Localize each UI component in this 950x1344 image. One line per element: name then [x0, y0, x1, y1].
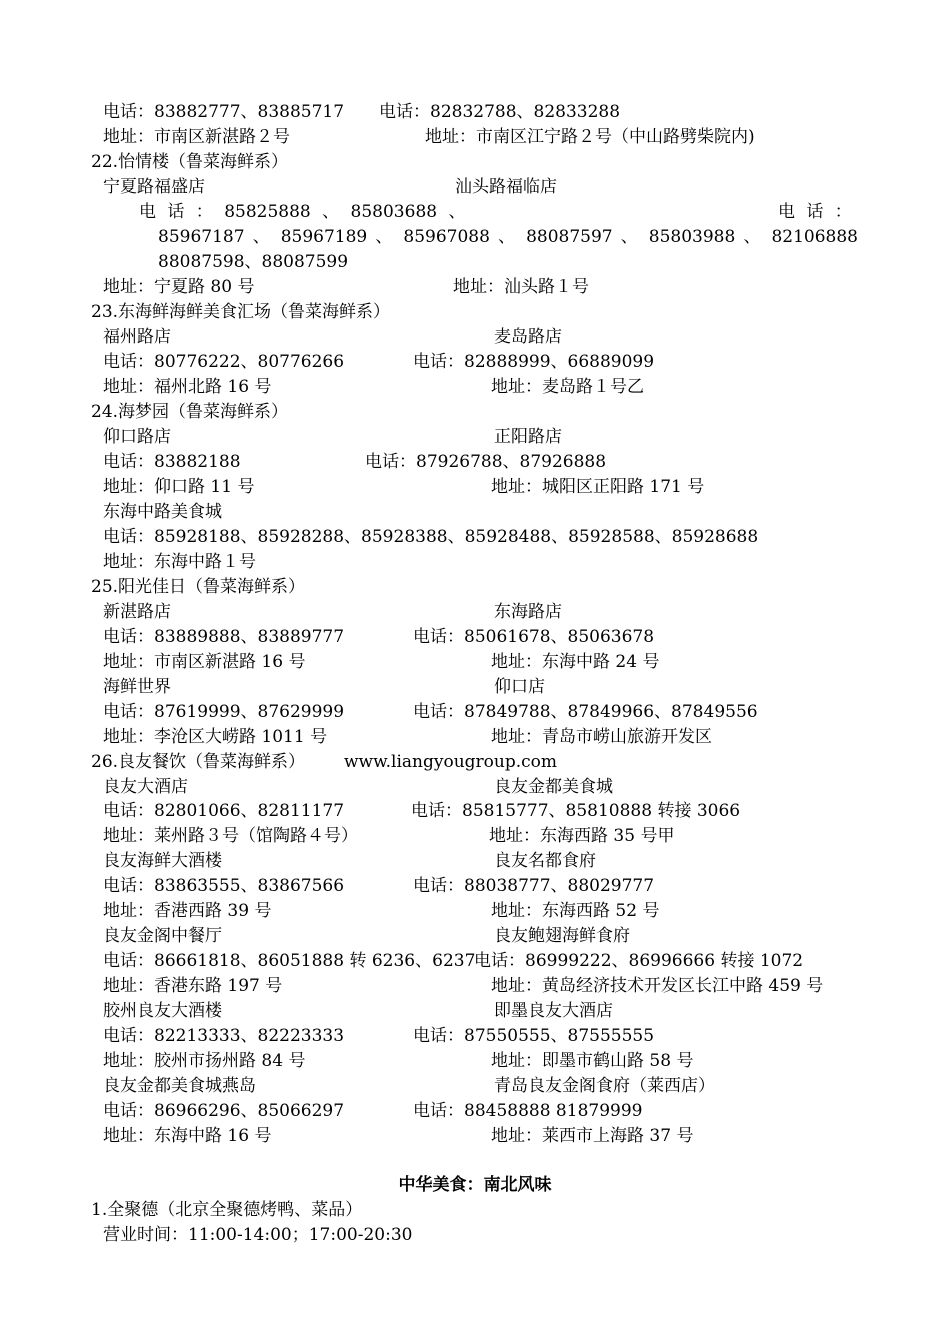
r24-phone3: 电话：85928188、85928288、85928388、85928488、85928588、85928688	[103, 527, 759, 547]
r26-b1-phone: 电话：82801066、82811177	[103, 801, 345, 821]
r26-b7-phone: 电话：82213333、82223333	[103, 1026, 345, 1046]
r26-b4-name: 良友名都食府	[494, 851, 596, 871]
r25-b2-name: 东海路店	[494, 602, 562, 622]
r22-branch-right: 汕头路福临店	[455, 177, 557, 197]
section-item1-hours: 营业时间：11:00-14:00；17:00-20:30	[103, 1225, 413, 1245]
r22-phone-row1-left: 电 话 ： 85825888 、 85803688 、	[139, 202, 466, 222]
r26-b7-name: 胶州良友大酒楼	[103, 1001, 222, 1021]
r22-phone-row1-right: 电 话 ：	[778, 202, 852, 222]
r22-phone-row3: 88087598、88087599	[158, 252, 349, 272]
r21-addr-left: 地址：市南区新湛路２号	[103, 127, 290, 147]
r25-b1-phone: 电话：83889888、83889777	[103, 627, 345, 647]
r22-phone-row2: 85967187 、 85967189 、 85967088 、 88087597 、 85803988 、 82106888	[158, 227, 858, 247]
r26-b2-name: 良友金都美食城	[494, 777, 613, 797]
r26-b8-name: 即墨良友大酒店	[494, 1001, 613, 1021]
r26-b4-phone: 电话：88038777、88029777	[413, 876, 655, 896]
r26-b6-addr: 地址：黄岛经济技术开发区长江中路 459 号	[491, 976, 824, 996]
r26-b1-addr: 地址：莱州路３号（馆陶路４号）	[103, 826, 358, 846]
r26-website: www.liangyougroup.com	[344, 752, 558, 772]
r25-b3-name: 海鲜世界	[103, 677, 171, 697]
r24-phone-left: 电话：83882188	[103, 452, 241, 472]
r26-b10-name: 青岛良友金阁食府（莱西店）	[494, 1076, 715, 1096]
r23-branch-left: 福州路店	[103, 327, 171, 347]
r26-b8-phone: 电话：87550555、87555555	[413, 1026, 655, 1046]
r23-addr-right: 地址：麦岛路１号乙	[491, 377, 644, 397]
r24-title: 24.海梦园（鲁菜海鲜系）	[91, 402, 289, 422]
r26-b2-phone: 电话：85815777、85810888 转接 3066	[411, 801, 741, 821]
r23-title: 23.东海鲜海鲜美食汇场（鲁菜海鲜系）	[91, 302, 391, 322]
r25-b1-name: 新湛路店	[103, 602, 171, 622]
r25-b2-addr: 地址：东海中路 24 号	[491, 652, 660, 672]
r26-b10-phone: 电话：88458888 81879999	[413, 1101, 643, 1121]
r26-b10-addr: 地址：莱西市上海路 37 号	[491, 1126, 694, 1146]
r24-branch3: 东海中路美食城	[103, 502, 222, 522]
r24-addr-right: 地址：城阳区正阳路 171 号	[491, 477, 705, 497]
r26-b5-name: 良友金阁中餐厅	[103, 926, 222, 946]
r26-b2-addr: 地址：东海西路 35 号甲	[489, 826, 675, 846]
r25-b4-phone: 电话：87849788、87849966、87849556	[413, 702, 758, 722]
r25-b3-phone: 电话：87619999、87629999	[103, 702, 345, 722]
section-item1-title: 1.全聚德（北京全聚德烤鸭、菜品）	[91, 1200, 363, 1220]
r22-branch-left: 宁夏路福盛店	[103, 177, 205, 197]
r21-addr-right: 地址：市南区江宁路２号（中山路劈柴院内)	[425, 127, 755, 147]
r23-phone-left: 电话：80776222、80776266	[103, 352, 345, 372]
r26-b8-addr: 地址：即墨市鹤山路 58 号	[491, 1051, 694, 1071]
r21-phone-right: 电话：82832788、82833288	[379, 102, 621, 122]
r22-title: 22.怡情楼（鲁菜海鲜系）	[91, 152, 289, 172]
r25-b2-phone: 电话：85061678、85063678	[413, 627, 655, 647]
r25-title: 25.阳光佳日（鲁菜海鲜系）	[91, 577, 306, 597]
r26-b4-addr: 地址：东海西路 52 号	[491, 901, 660, 921]
r26-b9-addr: 地址：东海中路 16 号	[103, 1126, 272, 1146]
r25-b4-name: 仰口店	[494, 677, 545, 697]
r22-addr-left: 地址：宁夏路 80 号	[103, 277, 255, 297]
r24-branch-left: 仰口路店	[103, 427, 171, 447]
r25-b1-addr: 地址：市南区新湛路 16 号	[103, 652, 306, 672]
r25-b3-addr: 地址：李沧区大崂路 1011 号	[103, 727, 328, 747]
section-heading: 中华美食：南北风味	[398, 1175, 552, 1195]
r26-b3-addr: 地址：香港西路 39 号	[103, 901, 272, 921]
r26-b5-addr: 地址：香港东路 197 号	[103, 976, 283, 996]
r24-branch-right: 正阳路店	[494, 427, 562, 447]
r23-phone-right: 电话：82888999、66889099	[413, 352, 655, 372]
r26-b6-name: 良友鲍翅海鲜食府	[494, 926, 630, 946]
r23-addr-left: 地址：福州北路 16 号	[103, 377, 272, 397]
r25-b4-addr: 地址：青岛市崂山旅游开发区	[491, 727, 712, 747]
r26-b3-name: 良友海鲜大酒楼	[103, 851, 222, 871]
r21-phone-left: 电话：83882777、83885717	[103, 102, 345, 122]
r26-b1-name: 良友大酒店	[103, 777, 188, 797]
r24-phone-right: 电话：87926788、87926888	[365, 452, 607, 472]
r23-branch-right: 麦岛路店	[494, 327, 562, 347]
r26-b5-phone: 电话：86661818、86051888 转 6236、6237	[103, 951, 476, 971]
r26-b9-phone: 电话：86966296、85066297	[103, 1101, 345, 1121]
r26-b6-phone: 电话：86999222、86996666 转接 1072	[474, 951, 804, 971]
r26-title: 26.良友餐饮（鲁菜海鲜系）	[91, 752, 306, 772]
r26-b7-addr: 地址：胶州市扬州路 84 号	[103, 1051, 306, 1071]
r24-addr-left: 地址：仰口路 11 号	[103, 477, 255, 497]
r24-addr3: 地址：东海中路１号	[103, 552, 256, 572]
r22-addr-right: 地址：汕头路１号	[453, 277, 589, 297]
r26-b9-name: 良友金都美食城燕岛	[103, 1076, 256, 1096]
r26-b3-phone: 电话：83863555、83867566	[103, 876, 345, 896]
